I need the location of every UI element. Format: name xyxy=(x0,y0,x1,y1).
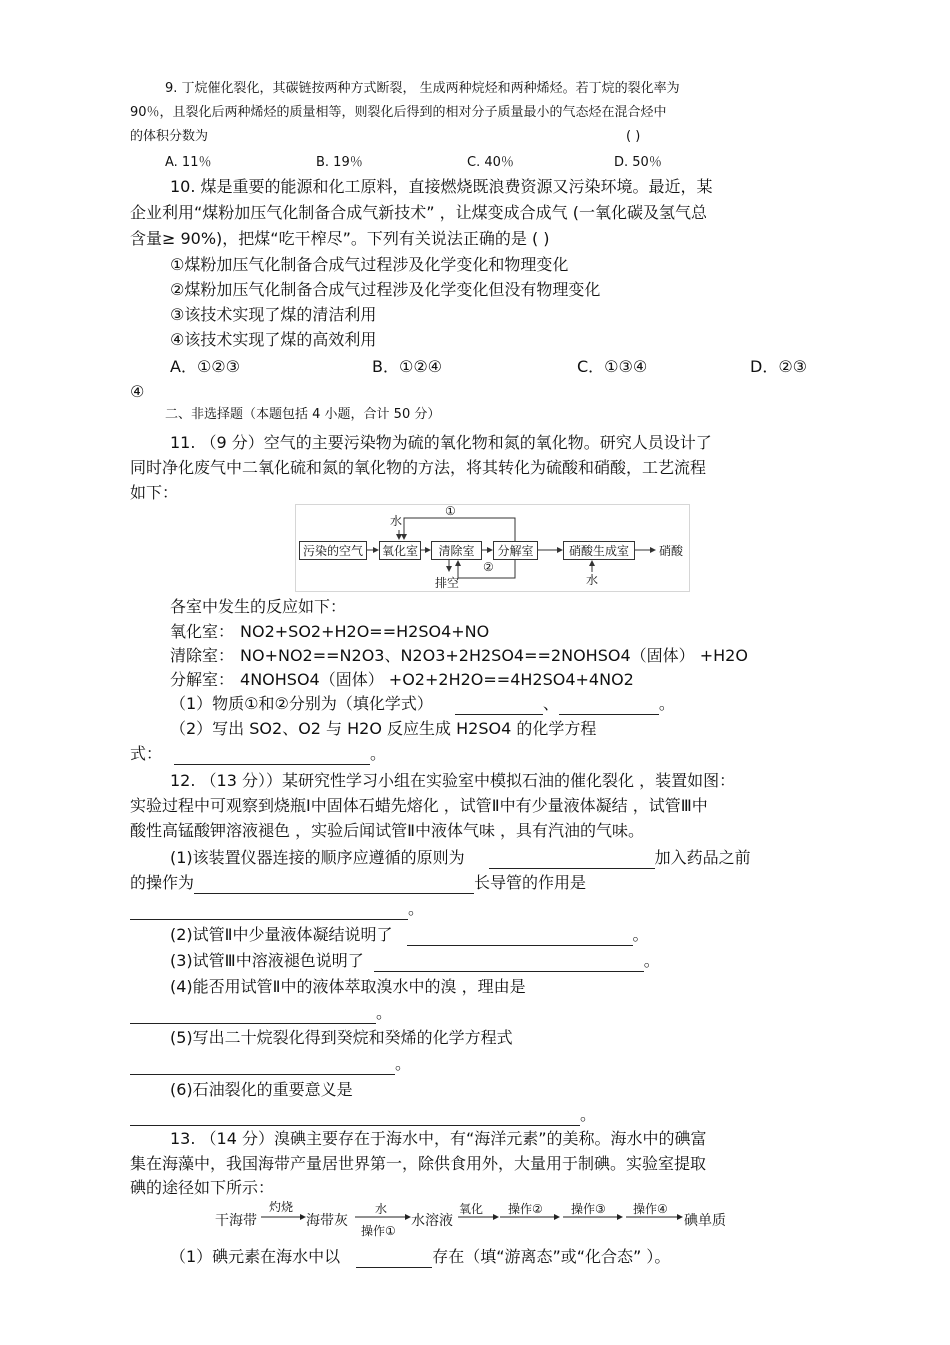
q10-option-b: B．①②④ xyxy=(372,357,443,376)
q11-reaction-3 xyxy=(170,669,634,691)
q11-reaction-1 xyxy=(170,621,489,643)
q9-option-c: C. 40％ xyxy=(467,155,514,170)
diagram-box-decomposition: 分解室 xyxy=(493,541,538,560)
q10-option-d: D．②③ xyxy=(750,357,808,376)
q13-line1: 13. （14 分）溴碘主要存在于海水中，有“海洋元素”的美称。海水中的碘富 xyxy=(170,1129,707,1148)
q10-option-a: A．①②③ xyxy=(170,357,240,376)
q11-sub1 xyxy=(170,693,675,715)
q13-line2: 集在海藻中，我国海带产量居世界第一，除供食用外，大量用于制碘。实验室提取 xyxy=(130,1154,707,1173)
flow-label-op4: 操作④ xyxy=(633,1202,668,1216)
q12-p1-tube-text: 长导管的作用是 xyxy=(474,873,587,892)
diagram-label-product: 硝酸 xyxy=(659,544,684,558)
q12-line1: 12. （13 分））某研究性学习小组在实验室中模拟石油的催化裂化 ，装置如图： xyxy=(170,771,736,790)
q12-p4-answer xyxy=(130,1002,392,1024)
q11-r1-label: 氧化室： xyxy=(170,622,235,641)
q9-options xyxy=(0,154,950,174)
q11-sub2-end: 。 xyxy=(370,744,387,763)
q12-p5-blank[interactable] xyxy=(130,1058,395,1075)
q12-p4: (4)能否用试管Ⅱ中的液体萃取溴水中的溴 ，理由是 xyxy=(170,977,526,996)
q11-line1: 11. （9 分）空气的主要污染物为硫的氧化物和氮的氧化物。研究人员设计了 xyxy=(170,433,712,452)
q12-p3-period: 。 xyxy=(643,951,660,970)
q13-sub1-end: 存在（填“游离态”或“化合态” ）。 xyxy=(432,1247,671,1266)
diagram-label-water-top: 水 xyxy=(390,514,403,528)
q12-p5-period: 。 xyxy=(395,1054,412,1073)
q11-sub2: （2）写出 SO2、O2 与 H2O 反应生成 H2SO4 的化学方程 xyxy=(170,719,597,738)
q13-line3: 碘的途径如下所示： xyxy=(130,1178,275,1197)
q11-reaction-2 xyxy=(170,645,748,667)
q11-sub1-end: 。 xyxy=(658,694,675,713)
q12-p2-text: (2)试管Ⅱ中少量液体凝结说明了 xyxy=(170,925,393,944)
diagram-box-nitric-acid: 硝酸生成室 xyxy=(563,541,635,560)
q9-paren: ( ) xyxy=(626,129,641,144)
q11-sub1-sep: 、 xyxy=(542,694,559,713)
q12-p1-cont xyxy=(130,872,586,894)
q11-line2: 同时净化废气中二氧化硫和氮的氧化物的方法，将其转化为硫酸和硝酸，工艺流程 xyxy=(130,458,707,477)
q9-line1: 9. 丁烷催化裂化，其碳链按两种方式断裂， 生成两种烷烃和两种烯烃。若丁烷的裂化率为 xyxy=(165,81,680,96)
diagram-label-circle-1: ① xyxy=(445,504,456,518)
q12-p4-blank[interactable] xyxy=(130,1007,376,1024)
q9-option-d: D. 50％ xyxy=(614,155,662,170)
section-2-heading: 二、非选择题（本题包括 4 小题，合计 50 分） xyxy=(165,407,441,422)
q12-p1-answer xyxy=(130,898,424,920)
flow-label-op1: 操作① xyxy=(361,1224,396,1238)
q10-line2: 企业利用“煤粉加压气化制备合成气新技术” ，让煤变成合成气 (一氧化碳及氢气总 xyxy=(130,203,707,222)
q12-line3: 酸性高锰酸钾溶液褪色 ，实验后闻试管Ⅱ中液体气味 ，具有汽油的气味。 xyxy=(130,821,645,840)
q10-options xyxy=(0,356,950,378)
q11-r2-equation: NO+NO2==N2O3、N2O3+2H2SO4==2NOHSO4（固体） +H2O xyxy=(240,646,748,665)
q12-p6: (6)石油裂化的重要意义是 xyxy=(170,1080,353,1099)
q9-line2: 90％，且裂化后两种烯烃的质量相等，则裂化后得到的相对分子质量最小的气态烃在混合烃中 xyxy=(130,105,667,120)
q10-line3: 含量≥ 90%)，把煤“吃干榨尽”。下列有关说法正确的是 ( ) xyxy=(130,229,550,248)
q12-p1-period: 。 xyxy=(408,899,425,918)
q12-p1-blank-2[interactable] xyxy=(194,877,474,894)
flow-item-iodine: 碘单质 xyxy=(684,1213,726,1229)
diagram-box-cleaning: 清除室 xyxy=(431,541,482,560)
q12-p2-blank[interactable] xyxy=(407,929,633,946)
q10-item-2: ②煤粉加压气化制备合成气过程涉及化学变化但没有物理变化 xyxy=(170,280,601,299)
q11-reactions-intro: 各室中发生的反应如下： xyxy=(170,597,347,616)
flow-label-water: 水 xyxy=(375,1202,388,1216)
q12-p5-answer xyxy=(130,1053,411,1075)
diagram-box-oxidation: 氧化室 xyxy=(379,541,421,560)
q11-r3-equation: 4NOHSO4（固体） +O2+2H2O==4H2SO4+4NO2 xyxy=(240,670,634,689)
q12-p1-after: 加入药品之前 xyxy=(654,848,751,867)
q9-line3: 的体积分数为 xyxy=(130,129,209,144)
q13-extraction-flow xyxy=(215,1198,735,1242)
q12-p4-period: 。 xyxy=(376,1003,393,1022)
q12-p6-period: 。 xyxy=(580,1105,597,1124)
q13-sub1-text: （1）碘元素在海水中以 xyxy=(170,1247,341,1266)
q11-sub1-blank-1[interactable] xyxy=(455,698,543,715)
flow-item-dry-kelp: 干海带 xyxy=(215,1213,257,1229)
q12-p6-answer xyxy=(130,1104,596,1126)
q12-p3-text: (3)试管Ⅲ中溶液褪色说明了 xyxy=(170,951,364,970)
q11-sub2-answer xyxy=(130,743,386,765)
q12-p1 xyxy=(170,847,751,869)
q11-sub2-prefix: 式： xyxy=(130,744,163,763)
q11-process-diagram xyxy=(295,504,690,592)
q11-sub2-blank[interactable] xyxy=(174,748,370,765)
q11-sub1-blank-2[interactable] xyxy=(559,698,659,715)
flow-label-oxidize: 氧化 xyxy=(459,1202,484,1216)
flow-label-burn: 灼烧 xyxy=(269,1200,294,1214)
flow-label-op2: 操作② xyxy=(508,1202,543,1216)
q9-option-b: B. 19％ xyxy=(316,155,363,170)
q12-p5: (5)写出二十烷裂化得到癸烷和癸烯的化学方程式 xyxy=(170,1028,513,1047)
q11-r1-equation: NO2+SO2+H2O==H2SO4+NO xyxy=(240,622,490,641)
q12-p1-text: (1)该装置仪器连接的顺序应遵循的原则为 xyxy=(170,848,465,867)
q9-option-a: A. 11％ xyxy=(165,155,212,170)
diagram-label-water-bottom: 水 xyxy=(586,573,599,587)
diagram-label-circle-2: ② xyxy=(483,560,494,574)
q10-item-1: ①煤粉加压气化制备合成气过程涉及化学变化和物理变化 xyxy=(170,255,569,274)
q11-sub1-text: （1）物质①和②分别为（填化学式） xyxy=(170,694,433,713)
q11-line3: 如下： xyxy=(130,483,179,502)
diagram-label-exhaust: 排空 xyxy=(435,576,460,590)
q11-r2-label: 清除室： xyxy=(170,646,235,665)
q12-p2 xyxy=(170,924,649,946)
q12-p6-blank[interactable] xyxy=(130,1109,580,1126)
flow-item-kelp-ash: 海带灰 xyxy=(306,1213,348,1229)
q12-line2: 实验过程中可观察到烧瓶Ⅰ中固体石蜡先熔化 ，试管Ⅱ中有少量液体凝结 ，试管Ⅲ中 xyxy=(130,796,708,815)
q10-item-3: ③该技术实现了煤的清洁利用 xyxy=(170,305,377,324)
q13-sub1 xyxy=(170,1246,670,1268)
q13-sub1-blank[interactable] xyxy=(356,1251,432,1268)
q10-option-c: C．①③④ xyxy=(577,357,648,376)
flow-item-solution: 水溶液 xyxy=(411,1213,453,1229)
q12-p1-blank-3[interactable] xyxy=(130,903,408,920)
q12-p2-period: 。 xyxy=(632,925,649,944)
q11-r3-label: 分解室： xyxy=(170,670,235,689)
q10-option-d-wrap: ④ xyxy=(130,382,145,401)
flow-label-op3: 操作③ xyxy=(571,1202,606,1216)
q12-p3 xyxy=(170,950,660,972)
q12-p1-blank-1[interactable] xyxy=(489,852,655,869)
q12-p1-op-text: 的操作为 xyxy=(130,873,195,892)
diagram-box-polluted-air: 污染的空气 xyxy=(299,541,367,560)
q10-line1: 10. 煤是重要的能源和化工原料，直接燃烧既浪费资源又污染环境。最近，某 xyxy=(170,177,713,196)
q12-p3-blank[interactable] xyxy=(374,955,644,972)
q10-item-4: ④该技术实现了煤的高效利用 xyxy=(170,330,377,349)
